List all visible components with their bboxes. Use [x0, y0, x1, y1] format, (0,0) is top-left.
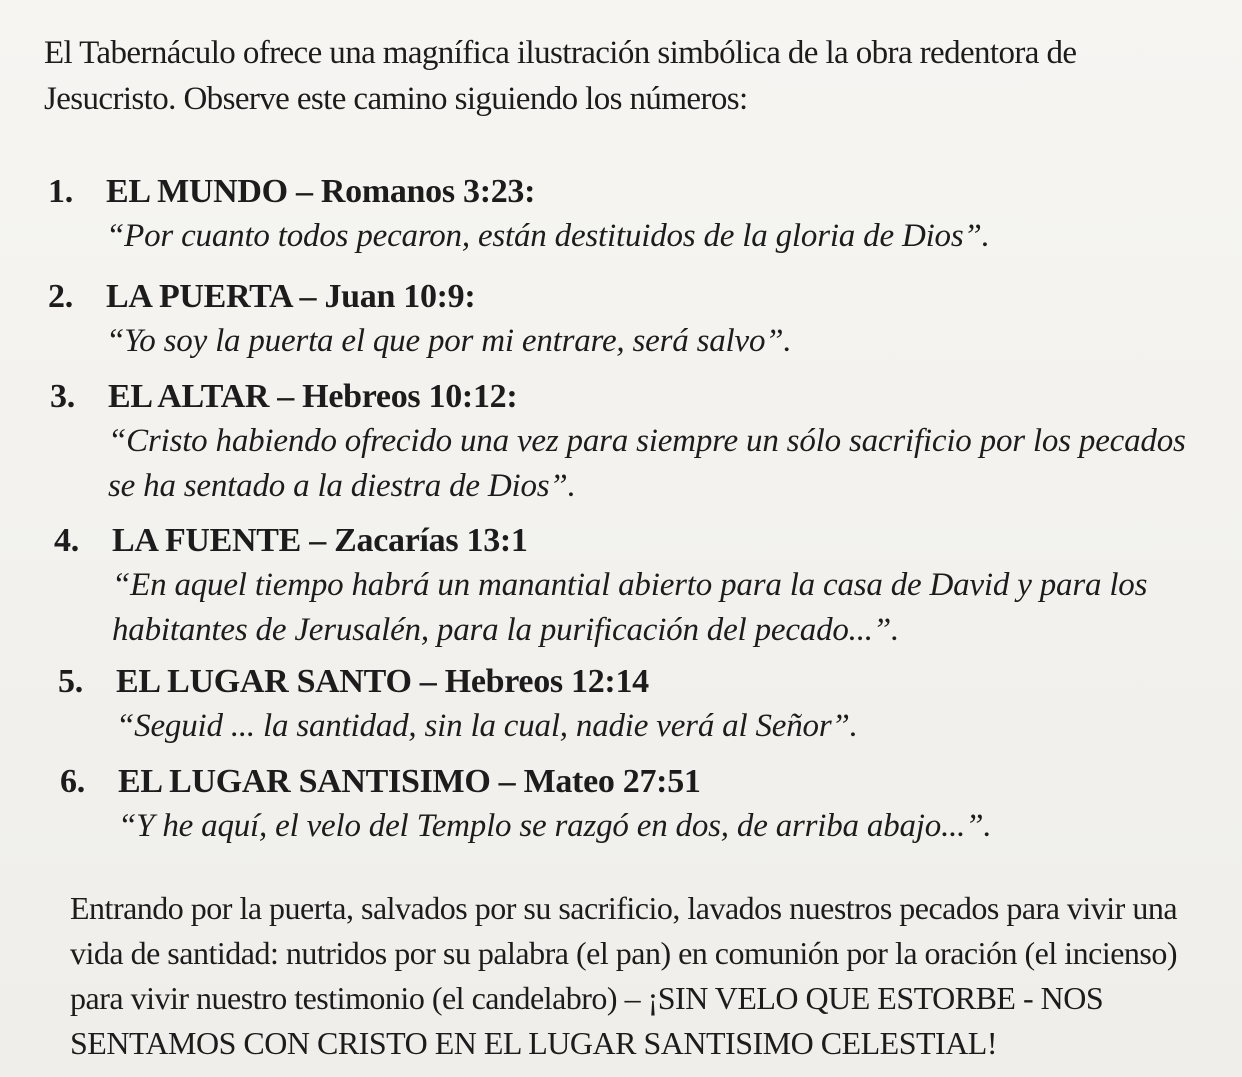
item-heading — [54, 519, 1224, 563]
item-heading — [48, 170, 1218, 214]
item-title: EL ALTAR – Hebreos 10:12: — [108, 378, 518, 415]
item-number: 4. — [54, 522, 79, 559]
item-title: LA PUERTA – Juan 10:9: — [106, 278, 476, 315]
item-heading — [48, 275, 1218, 319]
item-quote: “Por cuanto todos pecaron, están destituidos de la gloria de Dios”. — [106, 218, 990, 254]
list-item — [48, 275, 1218, 364]
item-quote: “Cristo habiendo ofrecido una vez para siempre un sólo sacrificio por los pecados se ha sentado a la diestra de Dios”. — [108, 423, 1186, 504]
intro-paragraph: El Tabernáculo ofrece una magnífica ilustración simbólica de la obra redentora de Jesucristo. Observe este camino siguiendo los números: — [44, 35, 1077, 117]
item-number: 5. — [58, 663, 83, 700]
list-item — [48, 170, 1218, 259]
list-item — [58, 660, 1228, 749]
item-title: EL LUGAR SANTO – Hebreos 12:14 — [116, 663, 649, 700]
closing-paragraph: Entrando por la puerta, salvados por su sacrificio, lavados nuestros pecados para vivir una vida de santidad: nutridos por su palabra (el pan) en comunión por la oración (el incienso) para vivir nuestro testimonio (el candelabro) – ¡SIN VELO QUE ESTORBE - NOS SENTAMOS CON CRISTO EN EL LUGAR SANTISIMO CELESTIAL! — [70, 890, 1178, 1061]
item-quote: “Y he aquí, el velo del Templo se razgó en dos, de arriba abajo...”. — [118, 808, 992, 844]
item-number: 1. — [48, 173, 73, 210]
item-heading — [60, 760, 1230, 804]
item-heading — [58, 660, 1228, 704]
list-item — [50, 375, 1220, 509]
item-quote: “En aquel tiempo habrá un manantial abierto para la casa de David y para los habitantes de Jerusalén, para la purificación del pecado...”. — [112, 567, 1148, 648]
list-item — [54, 519, 1224, 653]
item-number: 6. — [60, 763, 85, 800]
item-quote: “Seguid ... la santidad, sin la cual, nadie verá al Señor”. — [116, 708, 858, 744]
item-quote: “Yo soy la puerta el que por mi entrare, será salvo”. — [106, 323, 792, 359]
item-heading — [50, 375, 1220, 419]
item-title: EL MUNDO – Romanos 3:23: — [106, 173, 536, 210]
list-item — [60, 760, 1230, 849]
item-title: LA FUENTE – Zacarías 13:1 — [112, 522, 528, 559]
item-number: 2. — [48, 278, 73, 315]
item-title: EL LUGAR SANTISIMO – Mateo 27:51 — [118, 763, 701, 800]
item-number: 3. — [50, 378, 75, 415]
